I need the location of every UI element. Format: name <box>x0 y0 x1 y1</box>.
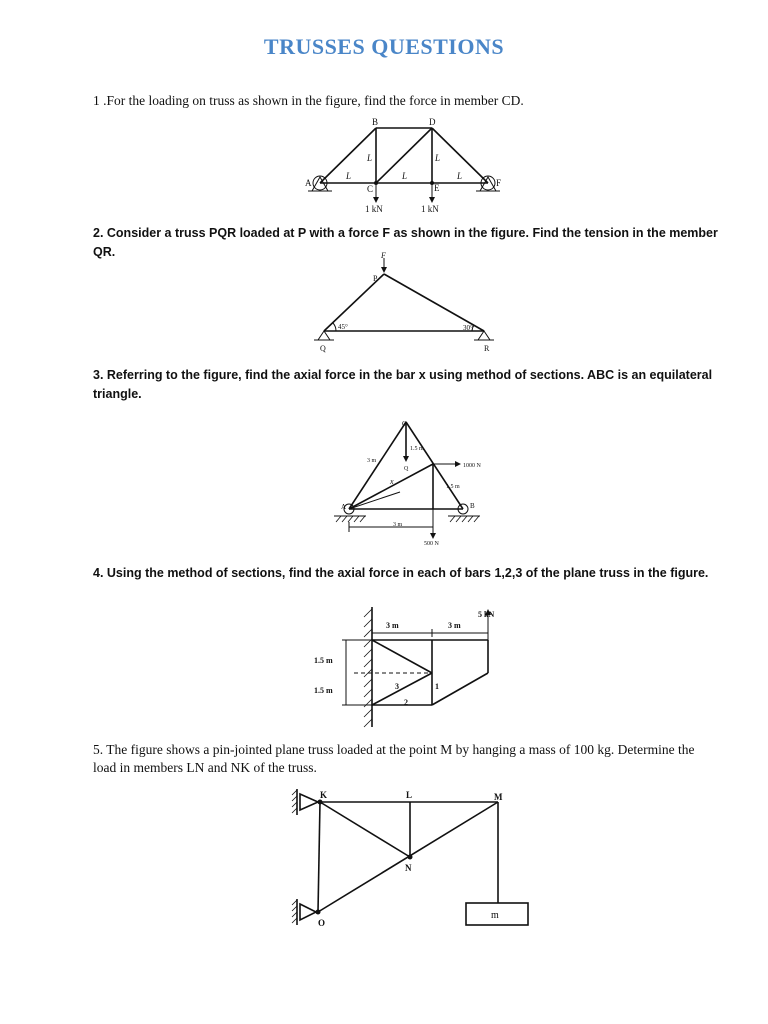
member-label: L <box>435 153 441 163</box>
joint-label-c: C <box>367 184 374 194</box>
figure-4-truss <box>0 605 768 735</box>
mass-label: m <box>491 910 499 921</box>
joint-label-l: L <box>406 790 413 800</box>
load-label-2: 1 kN <box>421 204 439 214</box>
member-label: L <box>402 171 408 181</box>
side-dimension: 3 m <box>367 458 377 464</box>
question-2: 2. Consider a truss PQR loaded at P with a force F as shown in the figure. Find the tension in the member QR. <box>93 226 718 259</box>
angle-label-q: 45° <box>338 323 348 331</box>
joint-label-r: R <box>484 344 490 353</box>
joint-label-c: C <box>402 420 407 428</box>
figure-2-truss <box>0 250 768 360</box>
mid-dimension: 1.5 m <box>446 484 460 490</box>
joint-label-f: F <box>496 178 502 188</box>
joint-label-q: Q <box>404 466 409 472</box>
bar-label-x: x <box>390 477 394 486</box>
joint-label-m: M <box>494 792 503 802</box>
load-label: 5 kN <box>478 610 495 619</box>
joint-label-b: B <box>372 117 379 127</box>
load-label-1: 1 kN <box>365 204 383 214</box>
height-dimension-1: 1.5 m <box>314 656 333 665</box>
span-dimension-1: 3 m <box>386 621 399 630</box>
joint-label-a: A <box>305 178 312 188</box>
horizontal-load-label: 1000 N <box>463 463 481 469</box>
top-dimension: 1.5 m <box>410 446 424 452</box>
question-1: 1 .For the loading on truss as shown in the figure, find the force in member CD. <box>93 93 524 108</box>
question-4: 4. Using the method of sections, find the axial force in each of bars 1,2,3 of the plane truss in the figure. <box>93 566 709 580</box>
base-dimension: 3 m <box>393 522 403 528</box>
question-5: 5. The figure shows a pin-jointed plane truss loaded at the point M by hanging a mass of 100 kg. Determine the load in members LN and NK of the truss. <box>93 742 695 775</box>
joint-label-k: K <box>320 790 328 800</box>
member-label: L <box>457 171 463 181</box>
span-dimension-2: 3 m <box>448 621 461 630</box>
figure-3-truss <box>0 412 768 552</box>
member-label: L <box>367 153 373 163</box>
page-title: TRUSSES QUESTIONS <box>263 34 505 59</box>
joint-label-a: A <box>341 503 347 511</box>
figure-1-truss <box>0 115 768 235</box>
question-3: 3. Referring to the figure, find the axial force in the bar x using method of sections. ABC is an equilateral triangle. <box>93 368 713 401</box>
joint-label-d: D <box>429 117 436 127</box>
height-dimension-2: 1.5 m <box>314 686 333 695</box>
angle-label-r: 30° <box>463 324 473 332</box>
bar-label-3: 3 <box>395 682 399 691</box>
bar-label-2: 2 <box>404 698 408 707</box>
member-label: L <box>346 171 352 181</box>
joint-label-q: Q <box>320 344 326 353</box>
joint-label-o: O <box>318 918 326 928</box>
vertical-load-label: 500 N <box>424 541 439 547</box>
joint-label-p: P <box>373 274 378 283</box>
bar-label-1: 1 <box>435 682 439 691</box>
force-label-f: F <box>381 251 386 260</box>
joint-label-e: E <box>434 183 440 193</box>
joint-label-n: N <box>405 863 412 873</box>
figure-5-truss <box>0 785 768 945</box>
joint-label-b: B <box>470 502 475 510</box>
